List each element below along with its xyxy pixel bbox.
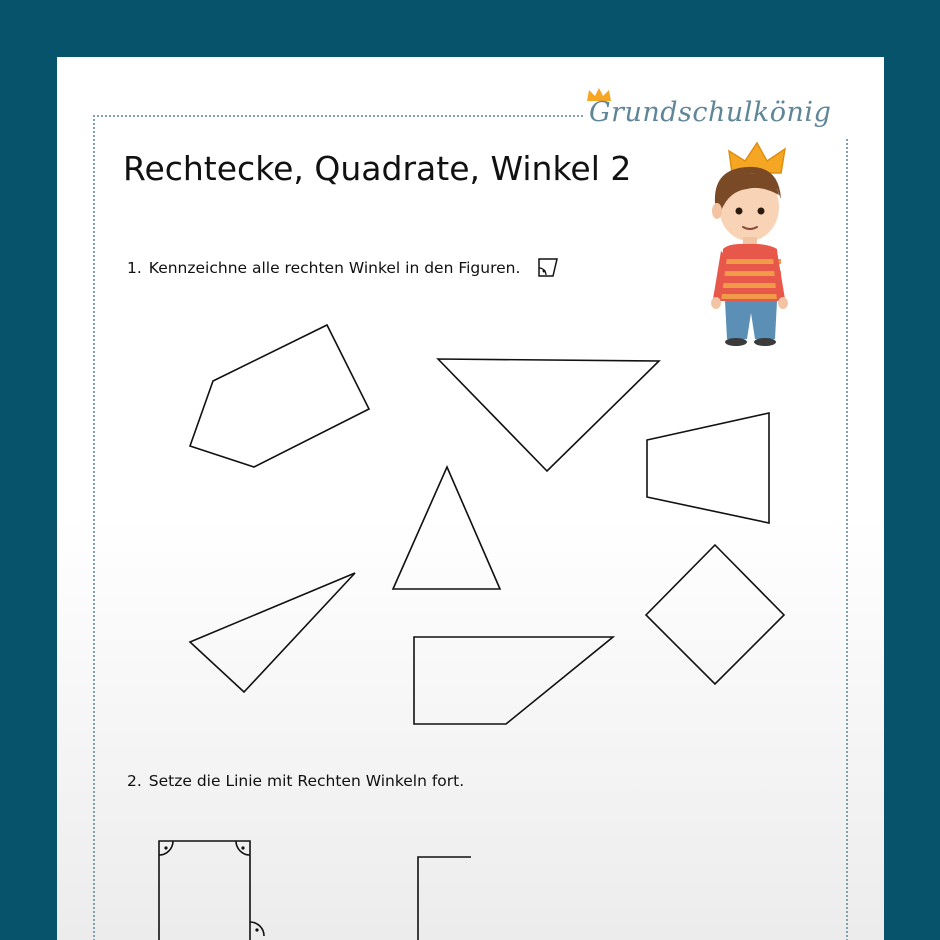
figure-right-trapezoid: [414, 637, 613, 724]
task-1-text: Kennzeichne alle rechten Winkel in den Figuren.: [148, 259, 521, 277]
worksheet-page: [57, 57, 884, 940]
right-angle-line-task: [418, 857, 471, 940]
page-title: Rechtecke, Quadrate, Winkel 2: [123, 149, 632, 188]
figure-diamond: [646, 545, 784, 684]
figure-large-triangle: [438, 359, 659, 471]
task-2: [127, 772, 464, 790]
figures-canvas: [57, 57, 884, 940]
figure-isosceles-triangle: [393, 467, 500, 589]
figure-pentagon: [190, 325, 369, 467]
figure-scalene-triangle: [190, 573, 355, 692]
right-angle-line-example: [159, 841, 264, 940]
task-1-number: 1.: [127, 259, 142, 277]
brand-logo: Grundschulkönig: [589, 97, 832, 128]
task-2-text: Setze die Linie mit Rechten Winkeln fort.: [148, 772, 465, 790]
figure-trapezoid: [647, 413, 769, 523]
task-2-number: 2.: [127, 772, 142, 790]
